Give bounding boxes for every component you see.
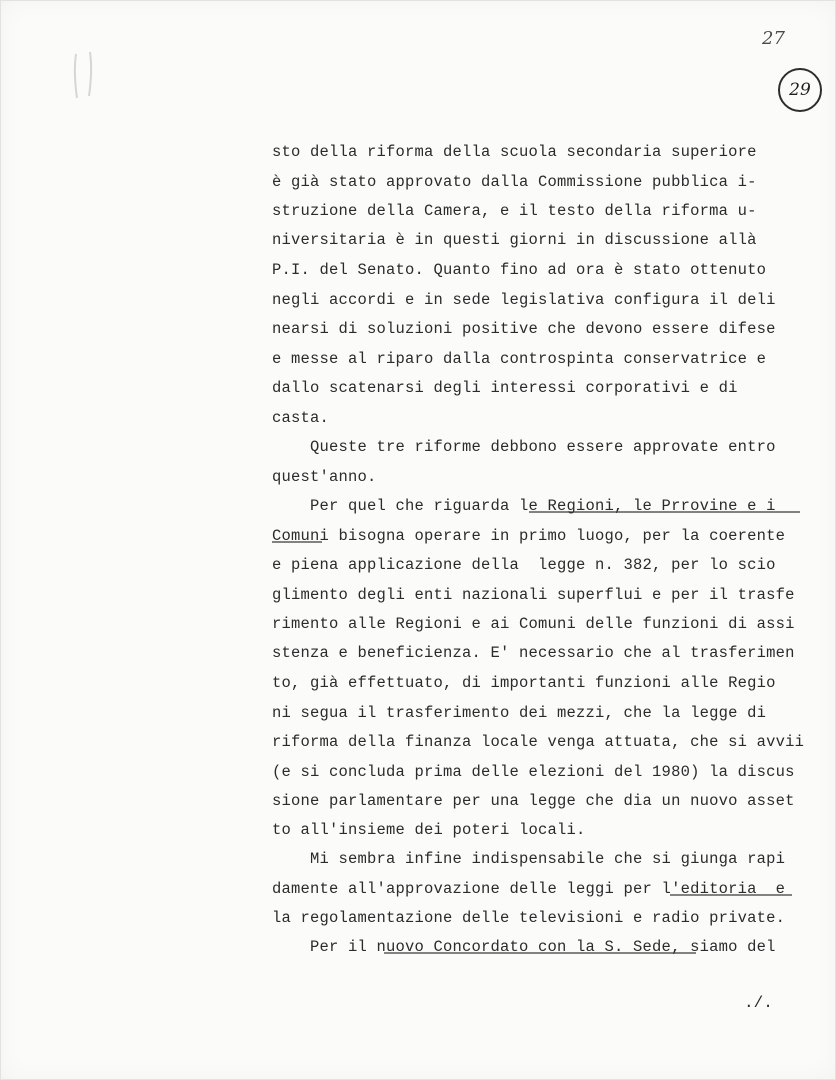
text-line: rimento alle Regioni e ai Comuni delle funzioni di assi: [272, 615, 795, 633]
text-line: ni segua il trasferimento dei mezzi, che la legge di: [272, 704, 767, 722]
text-line: damente all'approvazione delle leggi per l'editoria e: [272, 880, 786, 898]
faint-pencil-mark: [70, 50, 100, 102]
text-line: quest'anno.: [272, 468, 377, 486]
text-line: P.I. del Senato. Quanto fino ad ora è stato ottenuto: [272, 261, 767, 279]
text-line: Queste tre riforme debbono essere approvate entro: [272, 438, 776, 456]
text-line: to, già effettuato, di importanti funzioni alle Regio: [272, 674, 776, 692]
text-line: è già stato approvato dalla Commissione pubblica i-: [272, 173, 757, 191]
text-line: Mi sembra infine indispensabile che si giunga rapi: [272, 850, 786, 868]
text-line: sione parlamentare per una legge che dia un nuovo asset: [272, 792, 795, 810]
text-line: la regolamentazione delle televisioni e radio private.: [272, 909, 786, 927]
circled-page-number: 29: [778, 68, 822, 112]
text-line: casta.: [272, 409, 330, 427]
text-line: struzione della Camera, e il testo della riforma u-: [272, 202, 757, 220]
text-line: dallo scatenarsi degli interessi corporativi e di: [272, 379, 738, 397]
continuation-mark: ./.: [744, 994, 773, 1012]
text-line: Per quel che riguarda le Regioni, le Prrovine e i: [272, 497, 776, 515]
text-line: e piena applicazione della legge n. 382, per lo scio: [272, 556, 776, 574]
text-line: negli accordi e in sede legislativa configura il deli: [272, 291, 776, 309]
text-line: nearsi di soluzioni positive che devono essere difese: [272, 320, 776, 338]
handwritten-folio-number: 27: [762, 28, 785, 49]
text-line: (e si concluda prima delle elezioni del 1980) la discus: [272, 763, 795, 781]
text-line: niversitaria è in questi giorni in discussione allà: [272, 231, 757, 249]
text-line: stenza e beneficienza. E' necessario che al trasferimen: [272, 644, 795, 662]
text-line: glimento degli enti nazionali superflui e per il trasfe: [272, 586, 795, 604]
text-line: sto della riforma della scuola secondaria superiore: [272, 143, 757, 161]
text-line: e messe al riparo dalla controspinta conservatrice e: [272, 350, 767, 368]
text-line: Comuni bisogna operare in primo luogo, per la coerente: [272, 527, 786, 545]
text-line: Per il nuovo Concordato con la S. Sede, siamo del: [272, 938, 776, 956]
text-line: riforma della finanza locale venga attuata, che si avvii: [272, 733, 805, 751]
text-line: to all'insieme dei poteri locali.: [272, 821, 586, 839]
